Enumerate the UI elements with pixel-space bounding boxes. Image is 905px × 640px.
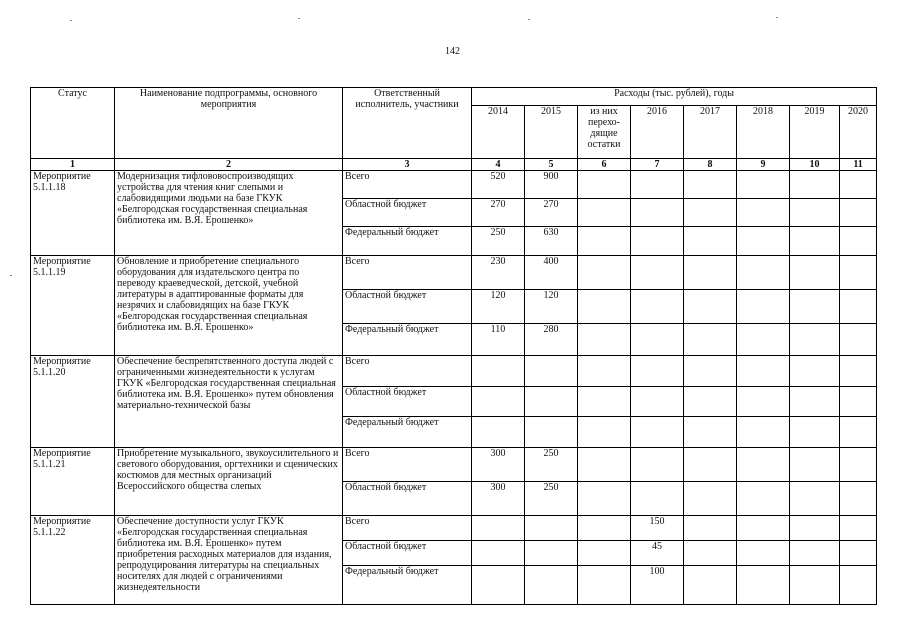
row-executor: Всего — [343, 256, 472, 290]
cell-2016 — [631, 171, 684, 199]
cell-2014: 120 — [472, 290, 525, 324]
cell-remaining — [578, 516, 631, 541]
cell-2016 — [631, 227, 684, 256]
column-number: 10 — [790, 159, 840, 171]
scan-artifact — [528, 19, 530, 20]
cell-2015: 250 — [525, 448, 578, 482]
cell-2020 — [840, 516, 877, 541]
cell-2015: 250 — [525, 482, 578, 516]
cell-2014: 230 — [472, 256, 525, 290]
cell-2017 — [684, 171, 737, 199]
column-number: 11 — [840, 159, 877, 171]
cell-2015: 400 — [525, 256, 578, 290]
cell-2018 — [737, 256, 790, 290]
cell-2018 — [737, 171, 790, 199]
header-year-2014: 2014 — [472, 106, 525, 159]
cell-2014: 300 — [472, 482, 525, 516]
cell-2014: 250 — [472, 227, 525, 256]
cell-remaining — [578, 566, 631, 605]
cell-2014: 300 — [472, 448, 525, 482]
cell-2018 — [737, 324, 790, 356]
cell-remaining — [578, 387, 631, 417]
row-name: Обеспечение доступности услуг ГКУК «Белгородская государственная специальная библиотека им. В.Я. Ерошенко» путем приобретения расходных материалов для издания, репродуцирования литературы на специальных носителях для людей с ограничениями жизнедеятельности — [115, 516, 343, 605]
cell-remaining — [578, 290, 631, 324]
row-executor: Федеральный бюджет — [343, 566, 472, 605]
row-executor: Всего — [343, 356, 472, 387]
row-executor: Федеральный бюджет — [343, 417, 472, 448]
cell-2020 — [840, 256, 877, 290]
cell-2014 — [472, 516, 525, 541]
cell-2016 — [631, 387, 684, 417]
cell-2018 — [737, 417, 790, 448]
cell-2015: 120 — [525, 290, 578, 324]
cell-2016 — [631, 199, 684, 227]
cell-2019 — [790, 290, 840, 324]
cell-2015 — [525, 356, 578, 387]
cell-2015 — [525, 566, 578, 605]
column-number: 1 — [31, 159, 115, 171]
header-name: Наименование подпрограммы, основного мероприятия — [115, 88, 343, 159]
cell-2016 — [631, 417, 684, 448]
cell-2017 — [684, 516, 737, 541]
row-name: Обеспечение беспрепятственного доступа людей с ограниченными жизнедеятельности к услугам ГКУК «Белгородская государственная специальная библиотека им. В.Я. Ерошенко» путем обновления материально-технической базы — [115, 356, 343, 448]
header-remaining: из них перехо-дящие остатки — [578, 106, 631, 159]
cell-2020 — [840, 199, 877, 227]
scan-artifact — [776, 17, 778, 18]
cell-remaining — [578, 199, 631, 227]
cell-2015: 270 — [525, 199, 578, 227]
cell-2017 — [684, 256, 737, 290]
cell-2017 — [684, 482, 737, 516]
row-executor: Всего — [343, 448, 472, 482]
cell-2017 — [684, 290, 737, 324]
row-name: Обновление и приобретение специального оборудования для издательского центра по переводу краеведческой, детской, учебной литературы в адаптированные форматы для незрячих и слабовидящих на базе ГКУК «Белгородская государственная специальная библиотека им. В.Я. Ерошенко» — [115, 256, 343, 356]
cell-2017 — [684, 356, 737, 387]
row-executor: Всего — [343, 516, 472, 541]
header-year-2019: 2019 — [790, 106, 840, 159]
cell-2018 — [737, 356, 790, 387]
cell-2016: 45 — [631, 541, 684, 566]
cell-2017 — [684, 448, 737, 482]
row-executor: Всего — [343, 171, 472, 199]
cell-2014: 520 — [472, 171, 525, 199]
cell-2020 — [840, 417, 877, 448]
cell-2018 — [737, 227, 790, 256]
cell-2018 — [737, 541, 790, 566]
cell-2019 — [790, 417, 840, 448]
cell-2018 — [737, 448, 790, 482]
cell-2019 — [790, 516, 840, 541]
cell-2015 — [525, 417, 578, 448]
cell-2016 — [631, 482, 684, 516]
row-status: Мероприятие 5.1.1.22 — [31, 516, 115, 605]
cell-remaining — [578, 482, 631, 516]
cell-2019 — [790, 566, 840, 605]
cell-2017 — [684, 566, 737, 605]
cell-2019 — [790, 387, 840, 417]
scan-artifact — [298, 18, 300, 19]
cell-2016 — [631, 256, 684, 290]
cell-2018 — [737, 566, 790, 605]
cell-2017 — [684, 417, 737, 448]
cell-2020 — [840, 448, 877, 482]
page-number: 142 — [445, 46, 460, 57]
cell-2020 — [840, 356, 877, 387]
column-number: 8 — [684, 159, 737, 171]
row-executor: Федеральный бюджет — [343, 227, 472, 256]
cell-2014 — [472, 541, 525, 566]
cell-2016 — [631, 324, 684, 356]
cell-remaining — [578, 417, 631, 448]
header-year-2017: 2017 — [684, 106, 737, 159]
cell-2014: 110 — [472, 324, 525, 356]
row-status: Мероприятие 5.1.1.18 — [31, 171, 115, 256]
column-number: 4 — [472, 159, 525, 171]
row-executor: Областной бюджет — [343, 482, 472, 516]
column-number: 5 — [525, 159, 578, 171]
row-executor: Областной бюджет — [343, 199, 472, 227]
row-status: Мероприятие 5.1.1.20 — [31, 356, 115, 448]
cell-2020 — [840, 290, 877, 324]
cell-2019 — [790, 171, 840, 199]
cell-2020 — [840, 324, 877, 356]
cell-2020 — [840, 387, 877, 417]
cell-2017 — [684, 324, 737, 356]
cell-2018 — [737, 482, 790, 516]
cell-2020 — [840, 482, 877, 516]
cell-2018 — [737, 290, 790, 324]
cell-2016 — [631, 448, 684, 482]
cell-remaining — [578, 324, 631, 356]
row-executor: Областной бюджет — [343, 387, 472, 417]
row-name: Модернизация тифлововоспроизводящих устройства для чтения книг слепыми и слабовидящими людьми на базе ГКУК «Белгородская государственная специальная библиотека им. В.Я. Ерошенко» — [115, 171, 343, 256]
scan-artifact — [10, 275, 12, 276]
column-number: 6 — [578, 159, 631, 171]
cell-2020 — [840, 227, 877, 256]
cell-2019 — [790, 227, 840, 256]
header-year-2015: 2015 — [525, 106, 578, 159]
cell-remaining — [578, 448, 631, 482]
row-name: Приобретение музыкального, звукоусилительного и светового оборудования, оргтехники и сценических костюмов для местных организаций Всероссийского общества слепых — [115, 448, 343, 516]
cell-2017 — [684, 387, 737, 417]
cell-remaining — [578, 171, 631, 199]
cell-2017 — [684, 541, 737, 566]
cell-2015: 630 — [525, 227, 578, 256]
cell-2017 — [684, 227, 737, 256]
cell-remaining — [578, 227, 631, 256]
header-year-2020: 2020 — [840, 106, 877, 159]
cell-2020 — [840, 171, 877, 199]
row-status: Мероприятие 5.1.1.19 — [31, 256, 115, 356]
header-year-2018: 2018 — [737, 106, 790, 159]
cell-2018 — [737, 516, 790, 541]
row-executor: Областной бюджет — [343, 541, 472, 566]
cell-2019 — [790, 324, 840, 356]
cell-2015 — [525, 516, 578, 541]
cell-remaining — [578, 541, 631, 566]
column-number: 7 — [631, 159, 684, 171]
cell-2019 — [790, 448, 840, 482]
cell-2014: 270 — [472, 199, 525, 227]
cell-2019 — [790, 482, 840, 516]
cell-2020 — [840, 566, 877, 605]
cell-2017 — [684, 199, 737, 227]
header-status: Статус — [31, 88, 115, 159]
cell-2019 — [790, 541, 840, 566]
row-executor: Областной бюджет — [343, 290, 472, 324]
cell-remaining — [578, 356, 631, 387]
cell-2015 — [525, 541, 578, 566]
column-number: 9 — [737, 159, 790, 171]
budget-table — [30, 87, 877, 605]
header-executor: Ответственный исполнитель, участники — [343, 88, 472, 159]
cell-2019 — [790, 199, 840, 227]
cell-2015 — [525, 387, 578, 417]
cell-2015: 280 — [525, 324, 578, 356]
cell-2016: 100 — [631, 566, 684, 605]
cell-2019 — [790, 256, 840, 290]
cell-2015: 900 — [525, 171, 578, 199]
cell-2018 — [737, 387, 790, 417]
cell-2014 — [472, 566, 525, 605]
cell-2019 — [790, 356, 840, 387]
cell-2014 — [472, 356, 525, 387]
cell-2016: 150 — [631, 516, 684, 541]
cell-remaining — [578, 256, 631, 290]
header-expenses: Расходы (тыс. рублей), годы — [472, 88, 877, 106]
column-number: 3 — [343, 159, 472, 171]
cell-2018 — [737, 199, 790, 227]
scan-artifact — [70, 20, 72, 21]
header-year-2016: 2016 — [631, 106, 684, 159]
cell-2014 — [472, 387, 525, 417]
cell-2020 — [840, 541, 877, 566]
cell-2016 — [631, 356, 684, 387]
row-executor: Федеральный бюджет — [343, 324, 472, 356]
cell-2014 — [472, 417, 525, 448]
cell-2016 — [631, 290, 684, 324]
row-status: Мероприятие 5.1.1.21 — [31, 448, 115, 516]
column-number: 2 — [115, 159, 343, 171]
